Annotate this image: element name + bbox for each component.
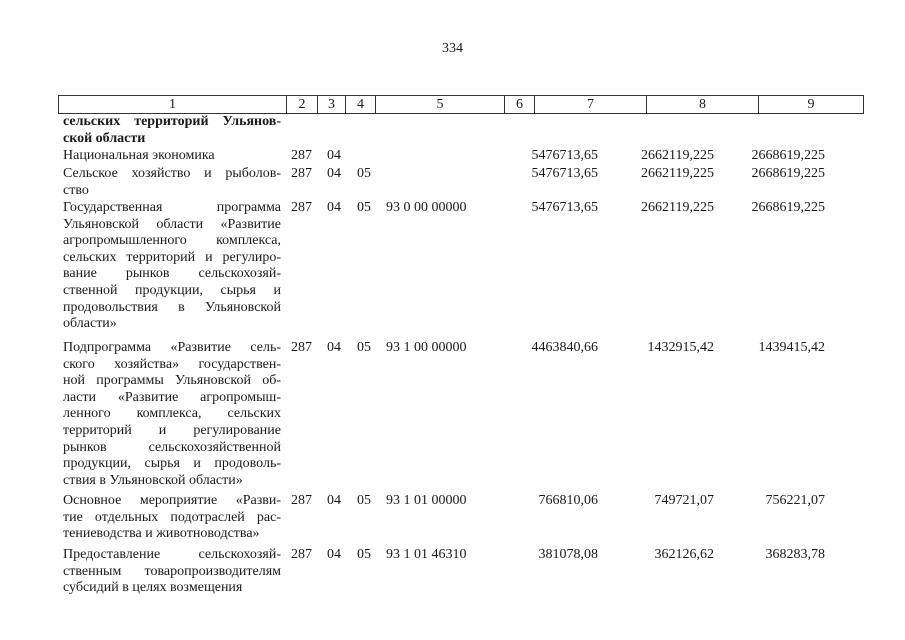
column-header-7: 7 (535, 96, 647, 114)
cell-c4: 05 (357, 340, 371, 355)
row-name (63, 547, 281, 597)
cell-c2: 287 (291, 493, 312, 508)
cell-c9: 2668619,225 (751, 148, 825, 163)
cell-c3: 04 (327, 493, 341, 508)
column-header-6: 6 (505, 96, 535, 114)
column-header-1: 1 (59, 96, 287, 114)
row-name-line: ство (63, 182, 89, 198)
row-name (63, 200, 281, 333)
row-name-line: ственным товаропроизводителям (63, 563, 281, 579)
column-header-3: 3 (318, 96, 346, 114)
cell-c8: 2662119,225 (641, 200, 714, 215)
cell-c7: 766810,06 (538, 493, 598, 508)
row-name (63, 340, 281, 489)
cell-c3: 04 (327, 148, 341, 163)
cell-c3: 04 (327, 200, 341, 215)
cell-c4: 05 (357, 493, 371, 508)
cell-c9: 2668619,225 (751, 200, 825, 215)
cell-c7: 4463840,66 (531, 340, 598, 355)
row-name-line: Предоставление сельскохозяй- (63, 547, 281, 562)
row-name-line: продукции, сырья и продоволь- (63, 456, 281, 472)
row-name-line: субсидий в целях возмещения (63, 580, 243, 596)
row-name-line: Подпрограмма «Развитие сель- (63, 340, 281, 355)
cell-c7: 5476713,65 (531, 200, 598, 215)
row-name-line: Основное мероприятие «Разви- (63, 493, 281, 508)
row-name-line: тениеводства и животноводства» (63, 526, 260, 542)
row-name (63, 114, 281, 147)
cell-c3: 04 (327, 340, 341, 355)
cell-c2: 287 (291, 200, 312, 215)
row-name-line: ленного комплекса, сельских (63, 406, 281, 422)
cell-c2: 287 (291, 148, 312, 163)
cell-c5: 93 0 00 00000 (386, 200, 467, 215)
row-name-line: ствия в Ульяновской области» (63, 472, 243, 488)
row-name (63, 493, 281, 543)
column-header-5: 5 (376, 96, 505, 114)
column-header-2: 2 (287, 96, 318, 114)
cell-c7: 5476713,65 (531, 166, 598, 181)
cell-c7: 381078,08 (538, 547, 598, 562)
row-name-line: территорий и регулирование (63, 422, 281, 438)
cell-c9: 368283,78 (765, 547, 825, 562)
row-name-line: ственной продукции, сырья и (63, 282, 281, 298)
cell-c9: 756221,07 (765, 493, 825, 508)
column-header-4: 4 (346, 96, 376, 114)
cell-c5: 93 1 00 00000 (386, 340, 467, 355)
cell-c3: 04 (327, 547, 341, 562)
cell-c2: 287 (291, 340, 312, 355)
cell-c8: 2662119,225 (641, 166, 714, 181)
cell-c8: 749721,07 (654, 493, 714, 508)
cell-c2: 287 (291, 547, 312, 562)
cell-c5: 93 1 01 46310 (386, 547, 467, 562)
cell-c9: 2668619,225 (751, 166, 825, 181)
column-header-8: 8 (647, 96, 759, 114)
row-name-line: сельских территорий и регулиро- (63, 249, 281, 265)
cell-c8: 362126,62 (654, 547, 714, 562)
row-name-line: тие отдельных подотраслей рас- (63, 509, 281, 525)
row-name-line: Государственная программа (63, 200, 281, 215)
row-name-line: области» (63, 316, 117, 332)
row-name-line: Ульяновской области «Развитие (63, 216, 281, 232)
cell-c2: 287 (291, 166, 312, 181)
row-name-line: сельских территорий Ульянов- (63, 114, 281, 129)
column-header-9: 9 (759, 96, 864, 114)
row-name-line: ского хозяйства» государствен- (63, 356, 281, 372)
cell-c4: 05 (357, 200, 371, 215)
cell-c3: 04 (327, 166, 341, 181)
row-name (63, 166, 281, 199)
row-name-line: рынков сельскохозяйственной (63, 439, 281, 455)
cell-c4: 05 (357, 166, 371, 181)
row-name-line: ской области (63, 130, 146, 146)
row-name-line: ласти «Развитие агропромыш- (63, 389, 281, 405)
row-name-line: агропромышленного комплекса, (63, 233, 281, 249)
cell-c4: 05 (357, 547, 371, 562)
row-name-line: ной программы Ульяновской об- (63, 373, 281, 389)
page-number: 334 (442, 41, 463, 56)
cell-c9: 1439415,42 (758, 340, 825, 355)
column-header-table (58, 95, 864, 114)
row-name-line: продовольствия в Ульяновской (63, 299, 281, 315)
cell-c7: 5476713,65 (531, 148, 598, 163)
cell-c8: 1432915,42 (647, 340, 714, 355)
row-name-line: вание рынков сельскохозяй- (63, 266, 281, 282)
cell-c8: 2662119,225 (641, 148, 714, 163)
cell-c5: 93 1 01 00000 (386, 493, 467, 508)
row-name (63, 148, 281, 165)
row-name-line: Сельское хозяйство и рыболов- (63, 166, 281, 181)
row-name-line: Национальная экономика (63, 148, 215, 163)
